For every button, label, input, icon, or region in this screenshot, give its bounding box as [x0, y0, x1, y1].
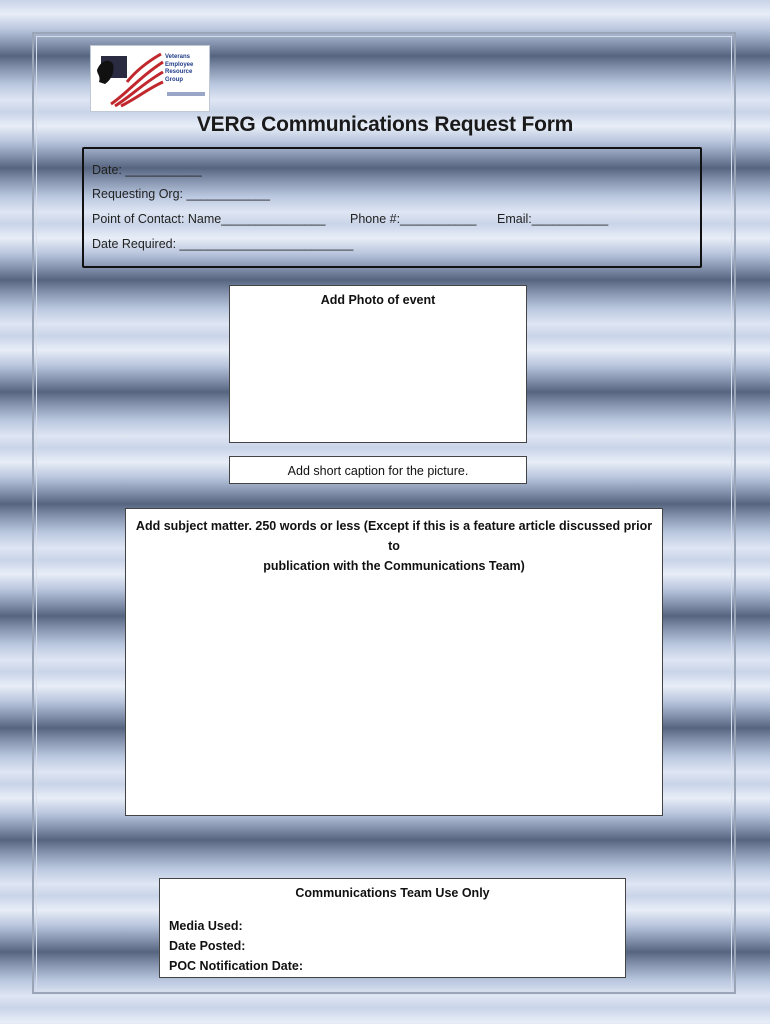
logo-text	[165, 54, 209, 84]
requester-info-box	[82, 147, 702, 268]
logo-text-line: Resource	[165, 69, 193, 75]
phone-field[interactable]: Phone #:___________	[350, 212, 477, 226]
comm-team-title: Communications Team Use Only	[295, 886, 490, 900]
subject-matter-line: publication with the Communications Team)	[263, 559, 525, 573]
photo-box-label: Add Photo of event	[320, 293, 436, 307]
email-field[interactable]: Email:___________	[497, 212, 609, 226]
logo-text-line: Employee	[165, 61, 194, 68]
logo-text-line: Veterans	[165, 54, 191, 60]
comm-team-box	[159, 878, 626, 978]
poc-notification-date-field[interactable]: POC Notification Date:	[169, 959, 304, 973]
verg-logo	[90, 45, 210, 112]
photo-box[interactable]	[229, 285, 527, 443]
requesting-org-field[interactable]: Requesting Org: ____________	[92, 187, 270, 201]
subject-matter-box[interactable]	[125, 508, 663, 816]
subject-matter-line: Add subject matter. 250 words or less (Except if this is a feature article discussed prior to	[135, 519, 653, 553]
date-field[interactable]: Date: ___________	[92, 163, 202, 177]
logo-text-line: Group	[165, 76, 183, 83]
poc-name-field[interactable]: Point of Contact: Name_______________	[92, 212, 326, 226]
media-used-field[interactable]: Media Used:	[169, 919, 243, 933]
soldier-silhouette	[97, 61, 114, 84]
date-required-field[interactable]: Date Required: _________________________	[92, 237, 354, 251]
date-posted-field[interactable]: Date Posted:	[169, 939, 246, 953]
caption-box-label: Add short caption for the picture.	[287, 464, 469, 478]
logo-tagline-bar	[167, 92, 205, 96]
subject-matter-label	[126, 516, 662, 576]
form-title: VERG Communications Request Form	[196, 113, 574, 136]
caption-box[interactable]	[229, 456, 527, 484]
